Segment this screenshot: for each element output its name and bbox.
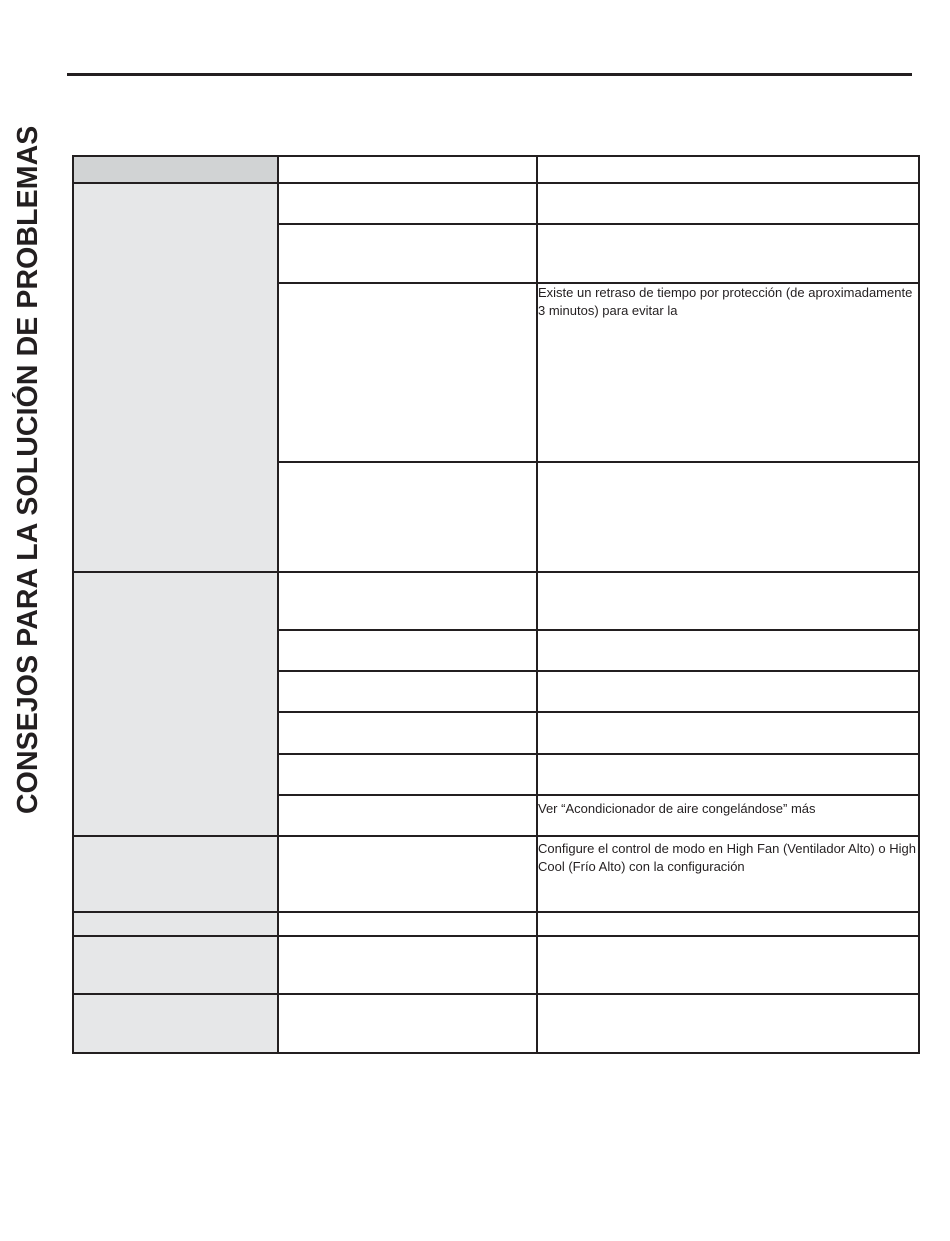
cause-cell xyxy=(278,224,537,283)
solution-cell xyxy=(537,712,919,754)
cause-cell xyxy=(278,836,537,912)
solution-cell xyxy=(537,572,919,630)
solution-cell xyxy=(537,994,919,1053)
cause-cell xyxy=(278,936,537,994)
solution-cell xyxy=(537,462,919,572)
cause-cell xyxy=(278,994,537,1053)
cause-cell xyxy=(278,283,537,462)
header-cause-cell xyxy=(278,156,537,183)
cause-cell xyxy=(278,712,537,754)
problem-cell-1 xyxy=(73,183,278,572)
cause-cell xyxy=(278,630,537,671)
table-row xyxy=(73,912,919,936)
problem-cell-5 xyxy=(73,936,278,994)
cause-cell xyxy=(278,572,537,630)
cause-cell xyxy=(278,912,537,936)
solution-cell xyxy=(537,630,919,671)
table-row xyxy=(73,836,919,912)
solution-cell xyxy=(537,836,919,912)
solution-cell xyxy=(537,183,919,224)
troubleshooting-table xyxy=(72,155,920,1054)
solution-cell xyxy=(537,283,919,462)
header-solution-cell xyxy=(537,156,919,183)
solution-cell xyxy=(537,754,919,795)
solution-cell xyxy=(537,671,919,712)
table-row xyxy=(73,572,919,630)
freezing-reference-text: Ver “Acondicionador de aire congelándose” más xyxy=(538,801,816,816)
header-rule xyxy=(67,73,912,76)
problem-cell-4 xyxy=(73,912,278,936)
side-section-title: CONSEJOS PARA LA SOLUCIÓN DE PROBLEMAS xyxy=(12,125,44,814)
solution-cell xyxy=(537,936,919,994)
problem-cell-6 xyxy=(73,994,278,1053)
header-problem-cell xyxy=(73,156,278,183)
table-row xyxy=(73,183,919,224)
delay-solution-text: Existe un retraso de tiempo por protección (de aproximadamente 3 minutos) para evitar la xyxy=(538,285,913,318)
cause-cell xyxy=(278,754,537,795)
cause-cell xyxy=(278,462,537,572)
cause-cell xyxy=(278,795,537,836)
table-row xyxy=(73,994,919,1053)
solution-cell xyxy=(537,224,919,283)
solution-cell xyxy=(537,912,919,936)
solution-cell xyxy=(537,795,919,836)
cause-cell xyxy=(278,183,537,224)
problem-cell-3 xyxy=(73,836,278,912)
mode-config-text: Configure el control de modo en High Fan (Ventilador Alto) o High Cool (Frío Alto) con la configuración xyxy=(538,841,916,874)
problem-cell-2 xyxy=(73,572,278,836)
table-row xyxy=(73,936,919,994)
table-header-row xyxy=(73,156,919,183)
cause-cell xyxy=(278,671,537,712)
